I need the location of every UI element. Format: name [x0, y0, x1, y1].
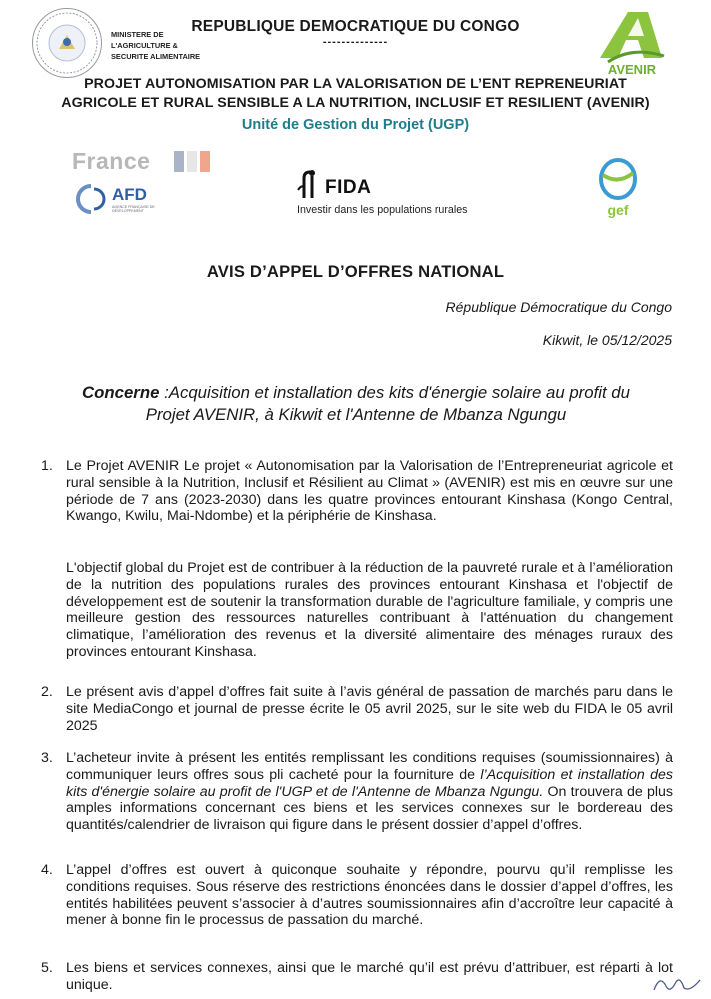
notice-date: Kikwit, le 05/12/2025 [542, 332, 672, 348]
notice-place: République Démocratique du Congo [445, 299, 672, 315]
project-name-line2: AGRICOLE ET RURAL SENSIBLE A LA NUTRITION, INCLUSIF ET RESILIENT (AVENIR) [61, 95, 650, 111]
avenir-logo [588, 6, 676, 76]
item-number: 3. [41, 750, 53, 766]
fida-logo-icon [296, 168, 324, 200]
france-logo-text: France [72, 148, 151, 174]
item-text [66, 750, 673, 834]
ugp-title: Unité de Gestion du Projet (UGP) [241, 117, 470, 133]
item-number: 1. [41, 458, 53, 474]
afd-subtitle: AGENCE FRANÇAISE DE DÉVELOPPEMENT [112, 205, 155, 213]
item-text-part: L’acheteur invite à présent les entités remplissant les conditions requises (soumissionnaires) à communiquer leurs offres sous pli cacheté pour la fourniture de [66, 750, 673, 783]
concerne-label: Concerne [82, 383, 160, 402]
ministry-line: SECURITE ALIMENTAIRE [111, 52, 201, 61]
signature-initials [650, 972, 705, 994]
item-text: Le présent avis d’appel d’offres fait suite à l’avis général de passation de marchés paru dans le site MediaCongo et journal de presse écrite le 05 avril 2025, sur le site web du FIDA le 05 avril 2025 [66, 684, 673, 734]
afd-logo-text: AFD [112, 185, 147, 204]
item-text: L’appel d’offres est ouvert à quiconque souhaite y répondre, pourvu qu’il remplisse les conditions requises. Sous réserve des restrictions énoncées dans le dossier d’appel d’offres, les entités habilitées peuvent s’associer à d’autres soumissionnaires afin d’accroître leur capacité à mener à bonne fin le processus de passation du marché. [66, 862, 673, 929]
item-number: 5. [41, 960, 53, 976]
item-text: Les biens et services connexes, ainsi que le marché qu’il est prévu d’attribuer, est réparti à lot unique. [66, 960, 673, 993]
item-text-italic: l’Acquisition et installation des kits d'énergie solaire au profit de l'UGP et de l'Antenne de Mbanza Ngungu. [66, 766, 674, 800]
republic-separator: -------------- [322, 36, 389, 48]
concerne-block [46, 382, 666, 426]
fida-logo-text: FIDA [325, 177, 372, 198]
project-name [20, 75, 691, 113]
list-item [41, 684, 673, 738]
ministry-line: L'AGRICULTURE & [111, 41, 178, 50]
concerne-text-1: :Acquisition et installation des kits d'énergie solaire au profit du [159, 383, 630, 402]
item-text: L'objectif global du Projet est de contribuer à la réduction de la pauvreté rurale et à l’amélioration de la nutrition des populations rurales des provinces entourant Kinshasa et l'objectif de développement est de soutenir la transformation durable de l'agriculture familiale, y compris une meilleure gestion des ressources naturelles contribuant à l'atténuation du changement climatique, l’amélioration des revenus et la diversité alimentaire des ménages ruraux des provinces entourant Kinshasa. [66, 560, 673, 660]
list-item [41, 458, 673, 548]
france-flag-icon [174, 151, 210, 172]
project-name-line1: PROJET AUTONOMISATION PAR LA VALORISATION DE L’ENT REPRENEURIAT [84, 76, 627, 92]
notice-title: AVIS D’APPEL D’OFFRES NATIONAL [206, 262, 505, 281]
afd-logo-icon [74, 183, 108, 215]
gef-logo-text: gef [607, 202, 629, 218]
list-item [41, 750, 673, 854]
item-number: 4. [41, 862, 53, 878]
republic-title: REPUBLIQUE DEMOCRATIQUE DU CONGO [191, 18, 520, 35]
concerne-text-2: Projet AVENIR, à Kikwit et l'Antenne de Mbanza Ngungu [145, 405, 567, 424]
ministry-line: MINISTERE DE [111, 30, 164, 39]
item-number: 2. [41, 684, 53, 700]
avenir-logo-text: AVENIR [607, 62, 657, 76]
list-item [41, 560, 673, 670]
list-item [41, 862, 673, 948]
list-item [41, 960, 673, 996]
item-text: Le Projet AVENIR Le projet « Autonomisation par la Valorisation de l’Entrepreneuriat agricole et rural sensible à la Nutrition, Inclusif et Résilient au Climat » (AVENIR) est mis en œuvre sur une période de 7 ans (2023-2030) dans les quatre provinces entourant Kinshasa (Kongo Central, Kwango, Kwilu, Mai-Ndombe) et la périphérie de Kinshasa. [66, 458, 673, 525]
gef-logo [597, 157, 639, 219]
item-text-part: On trouvera de plus amples informations concernant ces biens et les services connexes sur le bordereau des quantités/calendrier de livraison qui figure dans le présent dossier d’appel d’offres. [66, 783, 673, 834]
fida-tagline: Investir dans les populations rurales [297, 204, 468, 216]
